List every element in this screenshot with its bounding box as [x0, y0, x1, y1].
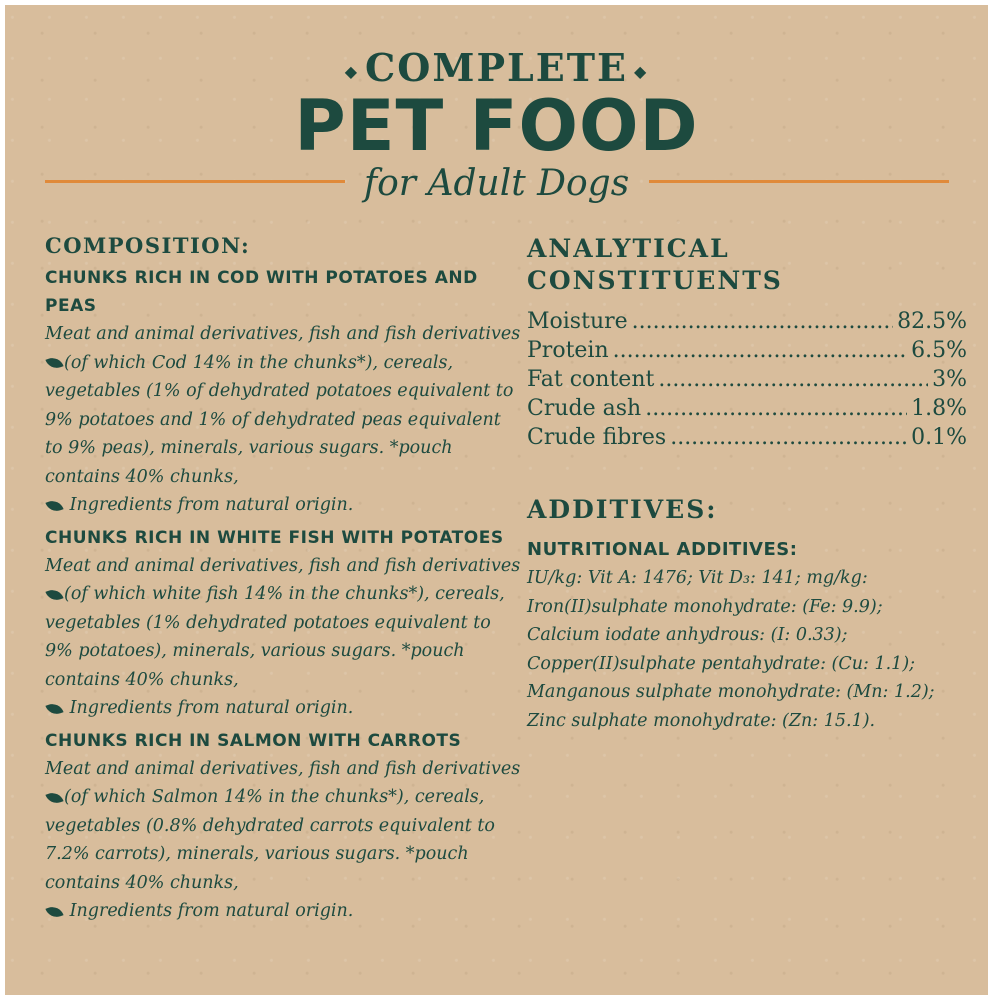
leaf-icon: [45, 700, 63, 716]
analytical-value: 0.1%: [911, 425, 967, 450]
dot-leader: [658, 365, 928, 394]
header-subtitle: for Adult Dogs: [363, 163, 630, 204]
analytical-value: 82.5%: [897, 309, 967, 334]
composition-item-name: CHUNKS RICH IN SALMON WITH CARROTS: [45, 730, 462, 751]
additives-text: IU/kg: Vit A: 1476; Vit D₃: 141; mg/kg: Iron(II)sulphate monohydrate: (Fe: 9.9); Calcium iodate anhydrous: (I: 0.33); Copper(II)sulphate pentahydrate: (Cu: 1.1); Manganous sulphate monohydrate: (Mn: 1.2); Zinc sulphate monohydrate: (Zn: 15.1).: [527, 568, 935, 731]
additives-subtitle: NUTRITIONAL ADDITIVES:: [527, 539, 798, 560]
analytical-label: Protein: [527, 338, 609, 363]
composition-item: [45, 524, 523, 723]
composition-item-name: CHUNKS RICH IN WHITE FISH WITH POTATOES: [45, 527, 504, 548]
analytical-section: [527, 233, 967, 739]
analytical-title-1: ANALYTICAL: [527, 234, 730, 263]
composition-text-c: Ingredients from natural origin.: [69, 698, 354, 718]
header-complete: [5, 45, 988, 90]
composition-title: COMPOSITION:: [45, 233, 251, 258]
subtitle-row: [5, 163, 988, 203]
analytical-title-2: CONSTITUENTS: [527, 266, 783, 295]
composition-text-c: Ingredients from natural origin.: [69, 495, 354, 515]
analytical-label: Moisture: [527, 309, 628, 334]
composition-text-b: (of which white fish 14% in the chunks*), cereals, vegetables (1% dehydrated potatoes equivalent to 9% potatoes), minerals, various sugars. *pouch contains 40% chunks,: [45, 584, 505, 690]
additives-title: ADDITIVES:: [527, 495, 718, 524]
analytical-label: Crude fibres: [527, 425, 667, 450]
composition-text-b: (of which Cod 14% in the chunks*), cereals, vegetables (1% of dehydrated potatoes equivalent to 9% potatoes and 1% of dehydrated peas equivalent to 9% peas), minerals, various sugars. *pouch contains 40% chunks,: [45, 352, 514, 487]
dot-leader: [613, 336, 907, 365]
header-line1: COMPLETE: [365, 45, 628, 90]
analytical-value: 6.5%: [911, 338, 967, 363]
leaf-icon: [45, 903, 63, 919]
leaf-icon: [45, 586, 63, 602]
composition-section: [45, 233, 523, 930]
composition-text-c: Ingredients from natural origin.: [69, 901, 354, 921]
composition-text-a: Meat and animal derivatives, fish and fish derivatives: [45, 758, 521, 779]
analytical-row: [527, 336, 967, 365]
analytical-label: Fat content: [527, 367, 655, 392]
leaf-icon: [45, 789, 63, 805]
dot-leader: [632, 307, 893, 336]
leaf-icon: [45, 497, 63, 513]
composition-item-name: CHUNKS RICH IN COD WITH POTATOES AND PEAS: [45, 268, 478, 316]
analytical-row: [527, 365, 967, 394]
header-title: PET FOOD: [294, 85, 699, 167]
leaf-icon: [45, 355, 63, 371]
label-panel: [5, 5, 988, 995]
composition-item: [45, 727, 523, 926]
analytical-row: [527, 423, 967, 452]
analytical-row: [527, 394, 967, 423]
composition-text-a: Meat and animal derivatives, fish and fish derivatives: [45, 324, 521, 344]
dot-leader: [645, 394, 907, 423]
composition-item-text: [45, 755, 523, 926]
composition-text-a: Meat and animal derivatives, fish and fish derivatives: [45, 555, 521, 576]
analytical-label: Crude ash: [527, 396, 642, 421]
analytical-row: [527, 307, 967, 336]
diamond-icon: ◆: [344, 62, 360, 81]
analytical-title: [527, 233, 967, 297]
composition-text-b: (of which Salmon 14% in the chunks*), cereals, vegetables (0.8% dehydrated carrots equivalent to 7.2% carrots), minerals, various sugars. *pouch contains 40% chunks,: [45, 787, 495, 893]
analytical-value: 3%: [932, 367, 967, 392]
diamond-icon: ◆: [633, 62, 649, 81]
analytical-value: 1.8%: [911, 396, 967, 421]
dot-leader: [670, 423, 907, 452]
composition-item-text: [45, 552, 523, 723]
composition-item: [45, 264, 523, 520]
divider-right: [649, 180, 949, 183]
composition-item-text: [45, 320, 523, 520]
